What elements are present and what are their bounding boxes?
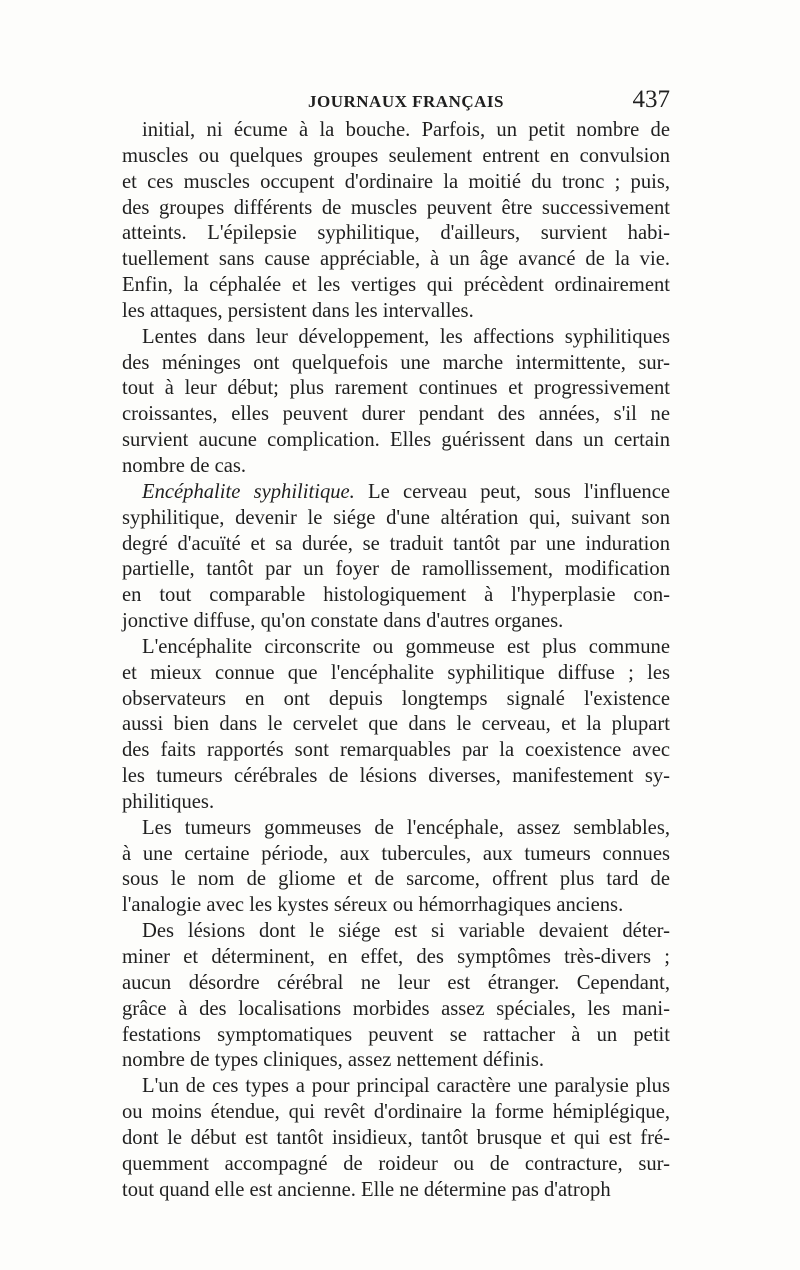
- line-text: les tumeurs cérébrales de lésions diverses, manifestement sy-: [122, 765, 670, 788]
- text-line: [122, 402, 670, 428]
- text-line: [122, 506, 670, 532]
- text-line: [122, 1100, 670, 1126]
- text-line: [122, 196, 670, 222]
- section-heading: Encéphalite syphilitique.: [142, 480, 355, 503]
- line-text: tout quand elle est ancienne. Elle ne détermine pas d'atroph: [122, 1178, 611, 1201]
- line-text: Les tumeurs gommeuses de l'encéphale, assez semblables,: [142, 816, 670, 839]
- text-line: [122, 945, 670, 971]
- paragraph: [122, 480, 670, 635]
- text-line: [122, 351, 670, 377]
- text-line: [122, 118, 670, 144]
- body-text: [122, 118, 670, 1203]
- text-line: [122, 299, 670, 325]
- text-line: [122, 867, 670, 893]
- text-line: [122, 997, 670, 1023]
- line-text: L'encéphalite circonscrite ou gommeuse est plus commune: [142, 635, 670, 658]
- line-text: des groupes différents de muscles peuvent être successivement: [122, 196, 670, 219]
- page-number: 437: [632, 86, 670, 113]
- line-text: quemment accompagné de roideur ou de contracture, sur-: [122, 1152, 670, 1175]
- line-text: et ces muscles occupent d'ordinaire la moitié du tronc ; puis,: [122, 170, 670, 193]
- text-line: [122, 1152, 670, 1178]
- line-text: syphilitique, devenir le siége d'une altération qui, suivant son: [122, 506, 670, 529]
- paragraph: [122, 919, 670, 1074]
- text-line: [122, 325, 670, 351]
- line-text: philitiques.: [122, 790, 215, 813]
- text-line: [122, 247, 670, 273]
- line-text: L'un de ces types a pour principal caractère une paralysie plus: [142, 1075, 670, 1098]
- text-line: [122, 1126, 670, 1152]
- line-text: festations symptomatiques peuvent se rattacher à un petit: [122, 1023, 670, 1046]
- text-line: [122, 221, 670, 247]
- running-title: JOURNAUX FRANÇAIS: [308, 92, 504, 111]
- line-text: à une certaine période, aux tubercules, aux tumeurs connues: [122, 842, 670, 865]
- line-text: partielle, tantôt par un foyer de ramollissement, modification: [122, 558, 670, 581]
- line-text: Lentes dans leur développement, les affections syphilitiques: [142, 325, 670, 348]
- line-text: dont le début est tantôt insidieux, tantôt brusque et qui est fré-: [122, 1126, 670, 1149]
- text-line: [122, 170, 670, 196]
- line-text: atteints. L'épilepsie syphilitique, d'ailleurs, survient habi-: [122, 222, 670, 245]
- text-line: [122, 480, 670, 506]
- text-line: [122, 1023, 670, 1049]
- text-line: [122, 661, 670, 687]
- line-text: croissantes, elles peuvent durer pendant des années, s'il ne: [122, 403, 670, 426]
- line-text: degré d'acuïté et sa durée, se traduit tantôt par une induration: [122, 532, 670, 555]
- line-text: muscles ou quelques groupes seulement entrent en convulsion: [122, 144, 670, 167]
- line-text: aucun désordre cérébral ne leur est étranger. Cependant,: [122, 971, 670, 994]
- line-text: nombre de types cliniques, assez nettement définis.: [122, 1049, 545, 1072]
- paragraph: [122, 816, 670, 919]
- text-line: [122, 1048, 670, 1074]
- line-text: en tout comparable histologiquement à l'hyperplasie con-: [122, 584, 670, 607]
- line-text: sous le nom de gliome et de sarcome, offrent plus tard de: [122, 868, 670, 891]
- text-line: [122, 454, 670, 480]
- line-text: survient aucune complication. Elles guérissent dans un certain: [122, 429, 670, 452]
- line-text: nombre de cas.: [122, 454, 247, 477]
- line-text: les attaques, persistent dans les intervalles.: [122, 299, 474, 322]
- paragraph: [122, 635, 670, 816]
- text-line: [122, 144, 670, 170]
- text-line: [122, 1074, 670, 1100]
- text-line: [122, 738, 670, 764]
- text-line: [122, 919, 670, 945]
- text-line: [122, 687, 670, 713]
- text-line: [122, 583, 670, 609]
- text-line: [122, 816, 670, 842]
- line-text: l'analogie avec les kystes séreux ou hémorrhagiques anciens.: [122, 894, 624, 917]
- line-text: tuellement sans cause appréciable, à un âge avancé de la vie.: [122, 248, 670, 271]
- text-line: [122, 842, 670, 868]
- text-line: [122, 1178, 670, 1204]
- line-text: et mieux connue que l'encéphalite syphilitique diffuse ; les: [122, 661, 670, 684]
- line-text: jonctive diffuse, qu'on constate dans d'autres organes.: [122, 610, 564, 633]
- text-line: [122, 712, 670, 738]
- text-line: [122, 557, 670, 583]
- line-text: observateurs en ont depuis longtemps signalé l'existence: [122, 687, 670, 710]
- line-text: grâce à des localisations morbides assez spéciales, les mani-: [122, 997, 670, 1020]
- line-text: des méninges ont quelquefois une marche intermittente, sur-: [122, 351, 670, 374]
- text-line: [122, 273, 670, 299]
- line-text: des faits rapportés sont remarquables par la coexistence avec: [122, 739, 670, 762]
- text-line: [122, 893, 670, 919]
- paragraph: [122, 118, 670, 325]
- line-text: miner et déterminent, en effet, des symptômes très-divers ;: [122, 946, 670, 968]
- text-line: [122, 764, 670, 790]
- text-line: [122, 971, 670, 997]
- running-header: [122, 86, 670, 116]
- line-text: Le cerveau peut, sous l'influence: [354, 480, 670, 503]
- text-line: [122, 428, 670, 454]
- text-line: [122, 790, 670, 816]
- text-line: [122, 376, 670, 402]
- text-line: [122, 532, 670, 558]
- line-text: initial, ni écume à la bouche. Parfois, un petit nombre de: [142, 119, 670, 141]
- text-line: [122, 609, 670, 635]
- text-line: [122, 635, 670, 661]
- line-text: Des lésions dont le siége est si variable devaient déter-: [142, 920, 670, 943]
- paragraph: [122, 325, 670, 480]
- line-text: ou moins étendue, qui revêt d'ordinaire la forme hémiplégique,: [122, 1101, 670, 1124]
- line-text: aussi bien dans le cervelet que dans le cerveau, et la plupart: [122, 713, 670, 736]
- line-text: tout à leur début; plus rarement continues et progressivement: [122, 377, 670, 400]
- paragraph: [122, 1074, 670, 1203]
- line-text: Enfin, la céphalée et les vertiges qui précèdent ordinairement: [122, 274, 670, 297]
